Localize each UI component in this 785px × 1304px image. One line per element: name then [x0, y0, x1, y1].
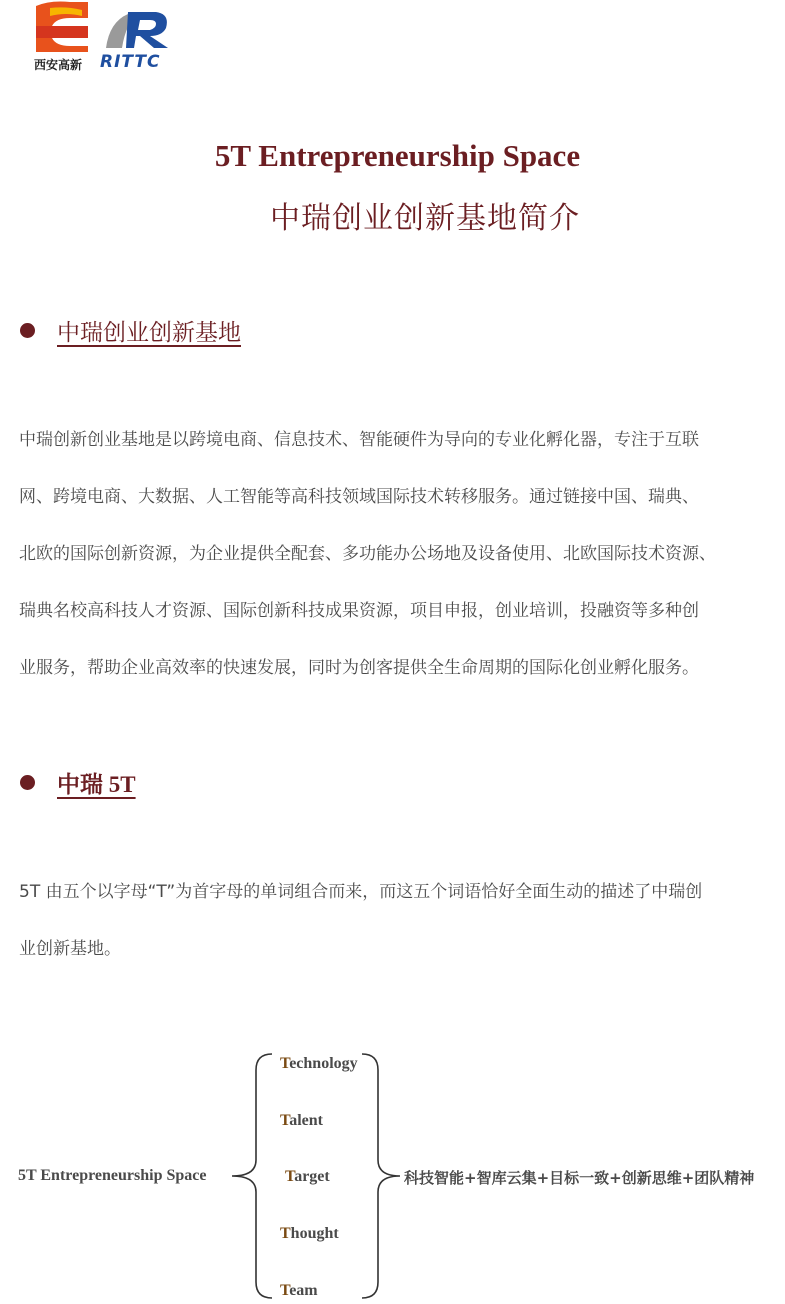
left-brace-icon [232, 1054, 272, 1298]
diagram-item-rest: arget [294, 1168, 330, 1185]
paragraph-line: 北欧的国际创新资源，为企业提供全配套、多功能办公场地及设备使用、北欧国际技术资源、 [19, 544, 716, 564]
diagram-item-rest: eam [289, 1282, 318, 1299]
paragraph-line: 网、跨境电商、大数据、人工智能等高科技领域国际技术转移服务。通过链接中国、瑞典、 [19, 487, 699, 507]
diagram-item-initial: T [280, 1282, 290, 1299]
diagram-item-initial: T [285, 1168, 295, 1185]
diagram-left-label: 5T Entrepreneurship Space [18, 1167, 207, 1184]
diagram-item-initial: T [280, 1055, 290, 1072]
diagram-right-label: 科技智能+智库云集+目标一致+创新思维+团队精神 [404, 1169, 755, 1187]
diagram-item-initial: T [280, 1225, 291, 1242]
paragraph-line: 5T 由五个以字母“T”为首字母的单词组合而来，而这五个词语恰好全面生动的描述了中瑞创 [19, 882, 703, 902]
page-title-en: 5T Entrepreneurship Space [214, 138, 581, 173]
diagram-item-rest: alent [289, 1112, 323, 1129]
diagram-item-initial: T [280, 1112, 290, 1129]
diagram-item-target [285, 1168, 330, 1186]
diagram-item-team [280, 1282, 318, 1300]
diagram-item-rest: hought [290, 1225, 339, 1242]
section-title: 中瑞创业创新基地 [57, 320, 241, 346]
diagram-item-talent [280, 1112, 323, 1130]
diagram-item-technology [280, 1055, 358, 1073]
logo-caption-cn: 西安高新 [34, 58, 83, 72]
paragraph-line: 中瑞创新创业基地是以跨境电商、信息技术、智能硬件为导向的专业化孵化器，专注于互联 [19, 430, 699, 450]
right-brace-icon [362, 1054, 400, 1298]
diagram-item-rest: echnology [289, 1055, 358, 1072]
section-title: 中瑞 5T [57, 772, 136, 797]
paragraph-line: 业服务，帮助企业高效率的快速发展，同时为创客提供全生命周期的国际化创业孵化服务。 [19, 658, 699, 678]
diagram-item-thought [280, 1225, 339, 1243]
page-title-cn: 中瑞创业创新基地简介 [270, 201, 580, 236]
logo-caption-en: RITTC [100, 52, 161, 72]
paragraph-line: 瑞典名校高科技人才资源、国际创新科技成果资源，项目申报，创业培训，投融资等多种创 [19, 601, 699, 621]
paragraph-line: 业创新基地。 [19, 939, 121, 959]
